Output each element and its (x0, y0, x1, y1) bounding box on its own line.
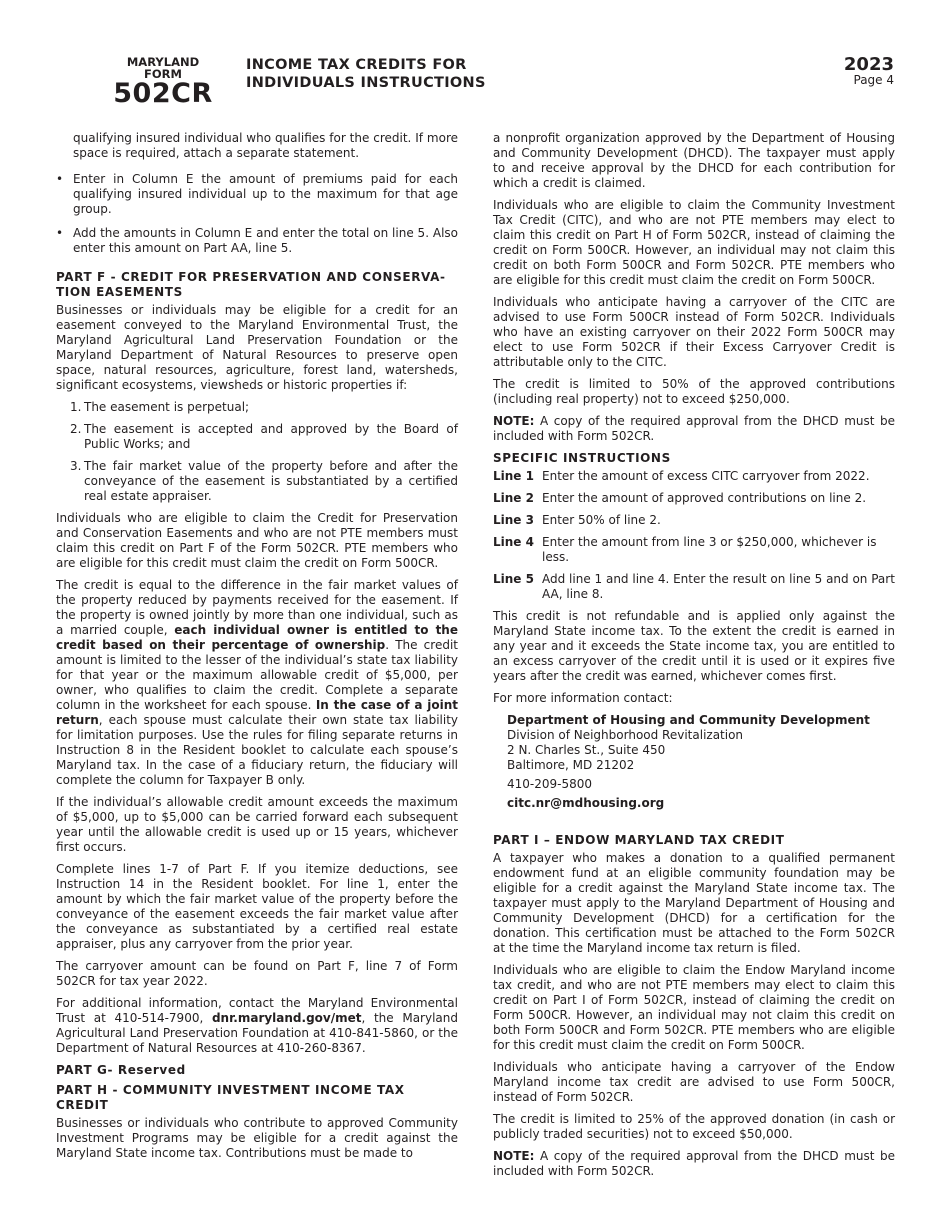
part-i-intro: A taxpayer who makes a donation to a qualified permanent endowment fund at an eligible community foundation may be eligible for a credit against the Maryland State income tax. The taxpayer must apply to the Maryland Department of Housing and Community Development (DHCD) for a certification for the donation. This certification must be attached to the Form 502CR at the time the Maryland income tax return is filed. (493, 851, 895, 955)
note-label: NOTE: (493, 414, 535, 428)
line-text: Enter 50% of line 2. (542, 513, 661, 527)
line-instruction-row (493, 491, 895, 506)
part-f-carryover: The carryover amount can be found on Part F, line 7 of Form 502CR for tax year 2022. (56, 959, 458, 988)
condition-item (70, 400, 458, 415)
bullet-item (56, 172, 458, 217)
line-text: Enter the amount of excess CITC carryover from 2022. (542, 469, 870, 483)
note-text: A copy of the required approval from the DHCD must be included with Form 502CR. (493, 414, 895, 443)
part-h-note (493, 414, 895, 444)
contact-organization: Department of Housing and Community Development (507, 713, 870, 727)
form-number: 502CR (113, 78, 213, 109)
line-label: Line 1 (493, 469, 534, 483)
line-instruction-row (493, 513, 895, 528)
page-number: Page 4 (853, 73, 894, 87)
contact-intro: For more information contact: (493, 691, 673, 705)
contact-division: Division of Neighborhood Revitalization (507, 728, 744, 742)
dhcd-contact-block (507, 713, 895, 811)
part-f-complete-lines: Complete lines 1-7 of Part F. If you itemize deductions, see Instruction 14 in the Resident booklet. For line 1, enter the amount by which the fair market value of the property before the conveyance of the easement exceeds the fair market value after the conveyance as substantiated by a certified real estate appraiser, plus any carryover from the prior year. (56, 862, 458, 951)
text-run: , the Maryland Agricultural Land Preservation Foundation at 410-841-5860, or the Department of Natural Resources at 410-260-8367. (56, 1011, 458, 1055)
line-instruction-row (493, 572, 895, 602)
bullet-text: Add the amounts in Column E and enter the total on line 5. Also enter this amount on Part AA, line 5. (73, 226, 458, 255)
contact-email-link[interactable]: citc.nr@mdhousing.org (507, 796, 665, 810)
conditions-list (70, 400, 458, 504)
part-i-eligibility: Individuals who are eligible to claim the Endow Maryland income tax credit, and who are not PTE members may elect to claim this credit on Part I of Form 502CR, instead of claiming the credit on Form 500CR. However, an individual may not claim this credit on both Form 500CR and Form 502CR. PTE members who are eligible for this credit must claim the credit on Form 500CR. (493, 963, 895, 1052)
item-text: The fair market value of the property before and after the conveyance of the easement is substantiated by a certified real estate appraiser. (84, 459, 458, 503)
met-link[interactable]: dnr.maryland.gov/met (211, 1011, 362, 1025)
contact-address-line-2: Baltimore, MD 21202 (507, 758, 635, 772)
bullet-item (56, 226, 458, 256)
line-instruction-row (493, 535, 895, 565)
part-f-intro: Businesses or individuals may be eligible for a credit for an easement conveyed to the Maryland Environmental Trust, the Maryland Agricultural Land Preservation Foundation or the Maryland Department of Natural Resources to preserve open space, natural resources, agriculture, forest land, watersheds, significant ecosystems, viewsheds or historic properties if: (56, 303, 458, 392)
line-label: Line 3 (493, 513, 534, 527)
part-i-heading: PART I – ENDOW MARYLAND TAX CREDIT (493, 833, 785, 847)
part-g-heading: PART G- Reserved (56, 1063, 186, 1077)
part-i-carryover: Individuals who anticipate having a carryover of the Endow Maryland income tax credit are advised to use Form 500CR, instead of Form 502CR. (493, 1060, 895, 1104)
part-f-credit-amount (56, 578, 458, 788)
bullet-icon: • (56, 226, 64, 240)
part-h-limit: The credit is limited to 50% of the approved contributions (including real property) not to exceed $250,000. (493, 377, 895, 406)
part-h-refund-note: This credit is not refundable and is applied only against the Maryland State income tax. To the extent the credit is earned in any year and it exceeds the State income tax, you are entitled to an excess carryover of the credit until it is used or it expires five years after the credit was earned, whichever comes first. (493, 609, 895, 683)
note-label: NOTE: (493, 1149, 535, 1163)
item-text: The easement is perpetual; (84, 400, 250, 414)
line-text: Add line 1 and line 4. Enter the result on line 5 and on Part AA, line 8. (542, 572, 895, 601)
specific-instructions-heading: SPECIFIC INSTRUCTIONS (493, 451, 671, 465)
line-text: Enter the amount from line 3 or $250,000, whichever is less. (542, 535, 877, 564)
bold-run: each individual owner is entitled to the credit based on their percentage of ownership (56, 623, 458, 652)
contact-phone: 410-209-5800 (507, 777, 593, 791)
item-number: 3. (70, 459, 82, 473)
condition-item (70, 459, 458, 504)
bullet-icon: • (56, 172, 64, 186)
item-number: 1. (70, 400, 82, 414)
text-run: . The credit amount is limited to the lesser of the individual’s state tax liability for that year or the maximum allowable credit of $5,000, per owner, who qualifies to claim the credit. Complete a separate column in the worksheet for each spouse. (56, 638, 458, 712)
state-name: MARYLAND (126, 55, 200, 69)
title-line-2: INDIVIDUALS INSTRUCTIONS (246, 75, 486, 91)
condition-item (70, 422, 458, 452)
bullet-list (56, 131, 458, 256)
item-text: The easement is accepted and approved by the Board of Public Works; and (84, 422, 458, 451)
line-instruction-row (493, 469, 895, 484)
item-number: 2. (70, 422, 82, 436)
part-f-carryforward: If the individual’s allowable credit amount exceeds the maximum of $5,000, up to $5,000 can be carried forward each subsequent year until the allowable credit is used up or 15 years, whichever first occurs. (56, 795, 458, 854)
note-text: A copy of the required approval from the DHCD must be included with Form 502CR. (493, 1149, 895, 1178)
document-title (246, 56, 486, 92)
line-label: Line 4 (493, 535, 534, 549)
line-label: Line 2 (493, 491, 534, 505)
contact-address-line-1: 2 N. Charles St., Suite 450 (507, 743, 666, 757)
part-f-heading: PART F - CREDIT FOR PRESERVATION AND CONSERVA-TION EASEMENTS (56, 270, 446, 299)
tax-year: 2023 (843, 54, 894, 75)
form-label (113, 56, 213, 80)
line-text: Enter the amount of approved contributions on line 2. (542, 491, 867, 505)
right-column (493, 131, 895, 1186)
part-f-eligibility: Individuals who are eligible to claim the Credit for Preservation and Conservation Easements and who are not PTE members must claim this credit on Part F of the Form 502CR. PTE members who are eligible for this credit must claim the credit on Form 500CR. (56, 511, 458, 570)
text-run: The credit is equal to the difference in the fair market values of the property reduced by payments received for the easement. If the property is owned jointly by more than one individual, such as a married couple, (56, 578, 458, 637)
title-line-1: INCOME TAX CREDITS FOR (246, 57, 467, 73)
part-h-intro: Businesses or individuals who contribute to approved Community Investment Programs may be eligible for a credit against the Maryland State income tax. Contributions must be made to (56, 1116, 458, 1160)
part-f-contact (56, 996, 458, 1056)
part-i-note (493, 1149, 895, 1179)
part-i-limit: The credit is limited to 25% of the approved donation (in cash or publicly traded securities) not to exceed $50,000. (493, 1112, 895, 1141)
line-instructions (493, 469, 895, 602)
part-h-eligibility: Individuals who are eligible to claim the Community Investment Tax Credit (CITC), and who are not PTE members may elect to claim this credit on Part H of Form 502CR, instead of claiming the credit on Form 500CR. However, an individual may not claim this credit on both Form 500CR and Form 502CR. PTE members who are eligible for this credit must claim the credit on Form 500CR. (493, 198, 895, 287)
page-header (0, 0, 950, 130)
form-word: FORM (144, 67, 182, 81)
bullet-text: Enter in Column E the amount of premiums paid for each qualifying insured individual up to the maximum for that age group. (73, 172, 458, 216)
part-h-carryover: Individuals who anticipate having a carryover of the CITC are advised to use Form 500CR instead of Form 502CR. Individuals who have an existing carryover on their 2022 Form 500CR may elect to use Form 502CR if their Excess Carryover Credit is attributable only to the CITC. (493, 295, 895, 369)
left-column (56, 131, 458, 1168)
text-run: For additional information, contact the Maryland Environmental Trust at 410-514-7900, (56, 996, 458, 1025)
part-h-continued: a nonprofit organization approved by the Department of Housing and Community Development (DHCD). The taxpayer must apply to and receive approval by the DHCD for each contribution for which a credit is claimed. (493, 131, 895, 190)
continued-bullet: qualifying insured individual who qualifies for the credit. If more space is required, attach a separate statement. (73, 131, 458, 160)
line-label: Line 5 (493, 572, 534, 586)
text-run: , each spouse must calculate their own state tax liability for limitation purposes. Use the rules for filing separate returns in Instruction 8 in the Resident booklet to calculate each spouse’s Maryland tax. In the case of a fiduciary return, the fiduciary will complete the column for Taxpayer B only. (56, 713, 458, 787)
bold-run: In the case of a joint return (56, 698, 458, 727)
part-h-heading: PART H - COMMUNITY INVESTMENT INCOME TAX CREDIT (56, 1083, 405, 1112)
